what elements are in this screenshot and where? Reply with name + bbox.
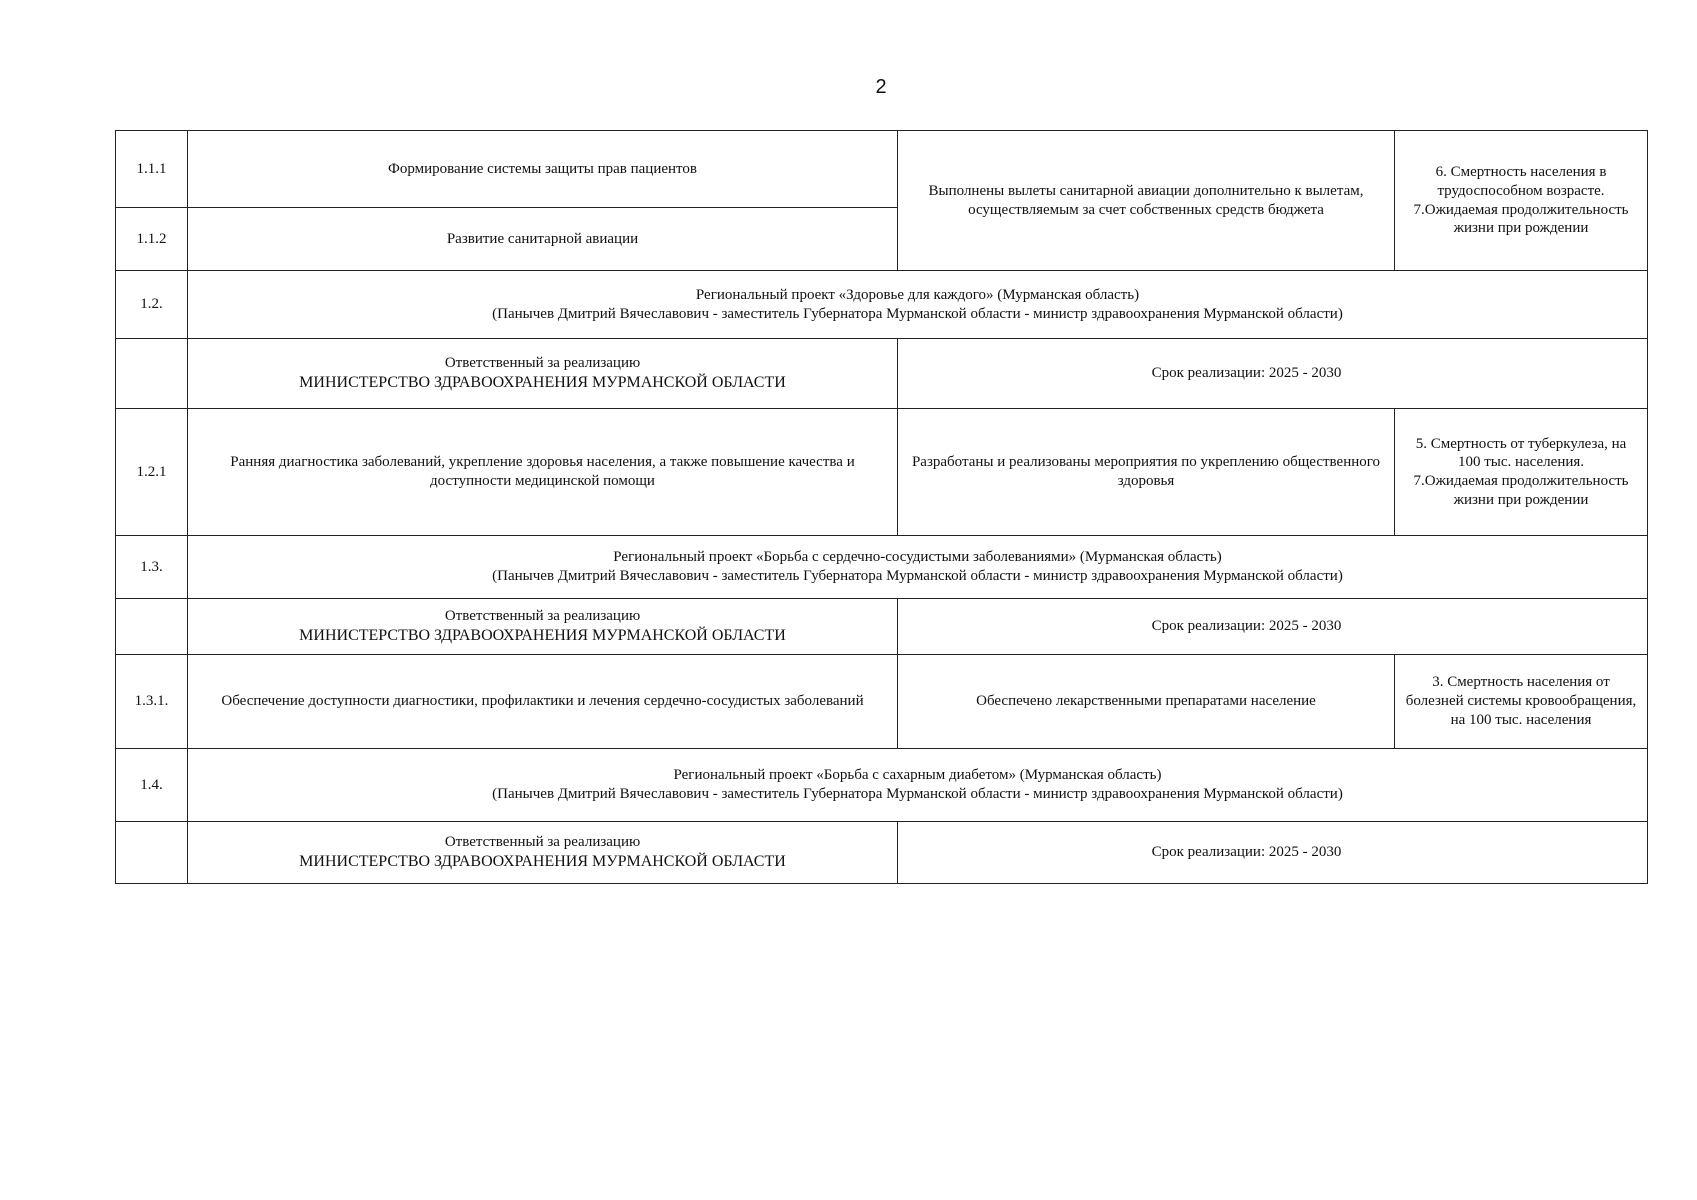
row-number: 1.1.1	[116, 131, 188, 208]
row-number: 1.3.1.	[116, 655, 188, 749]
row-number: 1.3.	[116, 536, 188, 599]
table-row	[116, 655, 1648, 749]
responsible-org: МИНИСТЕРСТВО ЗДРАВООХРАНЕНИЯ МУРМАНСКОЙ ОБЛАСТИ	[299, 626, 786, 644]
responsible-org: МИНИСТЕРСТВО ЗДРАВООХРАНЕНИЯ МУРМАНСКОЙ ОБЛАСТИ	[299, 373, 786, 391]
indicator-item: 7.Ожидаемая продолжительность жизни при рождении	[1413, 201, 1629, 237]
task-cell: Ранняя диагностика заболеваний, укрепление здоровья населения, а также повышение качества и доступности медицинской помощи	[188, 409, 898, 536]
indicator-item: 6. Смертность населения в трудоспособном возрасте.	[1435, 164, 1607, 199]
empty-cell	[116, 599, 188, 655]
empty-cell	[116, 822, 188, 884]
responsible-cell	[188, 599, 898, 655]
project-title: Региональный проект «Борьба с сердечно-сосудистыми заболеваниями» (Мурманская область)	[613, 549, 1222, 566]
empty-cell	[116, 339, 188, 409]
indicator-item: 7.Ожидаемая продолжительность жизни при рождении	[1413, 473, 1629, 508]
table-row	[116, 409, 1648, 536]
project-curator: (Панычев Дмитрий Вячеславович - заместитель Губернатора Мурманской области - министр здравоохранения Мурманской области)	[492, 305, 1343, 322]
result-cell: Разработаны и реализованы мероприятия по укреплению общественного здоровья	[898, 409, 1395, 536]
responsible-cell	[188, 339, 898, 409]
responsible-label: Ответственный за реализацию	[444, 834, 641, 851]
project-cell	[188, 749, 1648, 822]
row-number: 1.4.	[116, 749, 188, 822]
indicators-cell	[1395, 131, 1648, 271]
term-cell: Срок реализации: 2025 - 2030	[898, 822, 1648, 884]
indicator-item: 5. Смертность от туберкулеза, на 100 тыс. населения.	[1415, 435, 1627, 471]
indicator-item: 3. Смертность населения от болезней системы кровообращения, на 100 тыс. населения	[1405, 674, 1637, 728]
project-curator: (Панычев Дмитрий Вячеславович - заместитель Губернатора Мурманской области - министр здравоохранения Мурманской области)	[492, 786, 1343, 802]
row-number: 1.2.1	[116, 409, 188, 536]
responsible-org: МИНИСТЕРСТВО ЗДРАВООХРАНЕНИЯ МУРМАНСКОЙ ОБЛАСТИ	[299, 852, 786, 870]
page-number: 2	[875, 76, 887, 98]
project-title: Региональный проект «Здоровье для каждого» (Мурманская область)	[695, 286, 1140, 303]
program-table	[115, 130, 1648, 884]
project-row	[116, 271, 1648, 339]
responsible-row	[116, 822, 1648, 884]
project-row	[116, 536, 1648, 599]
indicators-cell	[1395, 409, 1648, 536]
result-cell: Обеспечено лекарственными препаратами население	[898, 655, 1395, 749]
project-cell	[188, 536, 1648, 599]
responsible-label: Ответственный за реализацию	[444, 355, 641, 372]
project-cell	[188, 271, 1648, 339]
row-number: 1.2.	[116, 271, 188, 339]
term-cell: Срок реализации: 2025 - 2030	[898, 599, 1648, 655]
row-number: 1.1.2	[116, 208, 188, 271]
project-row	[116, 749, 1648, 822]
task-cell: Обеспечение доступности диагностики, профилактики и лечения сердечно-сосудистых заболеваний	[188, 655, 898, 749]
task-cell: Формирование системы защиты прав пациентов	[188, 131, 898, 208]
responsible-label: Ответственный за реализацию	[444, 608, 641, 625]
responsible-row	[116, 599, 1648, 655]
indicators-cell	[1395, 655, 1648, 749]
task-cell: Развитие санитарной авиации	[188, 208, 898, 271]
project-title: Региональный проект «Борьба с сахарным диабетом» (Мурманская область)	[673, 767, 1162, 784]
responsible-cell	[188, 822, 898, 884]
project-curator: (Панычев Дмитрий Вячеславович - заместитель Губернатора Мурманской области - министр здравоохранения Мурманской области)	[492, 568, 1343, 584]
term-cell: Срок реализации: 2025 - 2030	[898, 339, 1648, 409]
table-row	[116, 131, 1648, 208]
result-cell: Выполнены вылеты санитарной авиации дополнительно к вылетам, осуществляемым за счет собственных средств бюджета	[898, 131, 1395, 271]
responsible-row	[116, 339, 1648, 409]
